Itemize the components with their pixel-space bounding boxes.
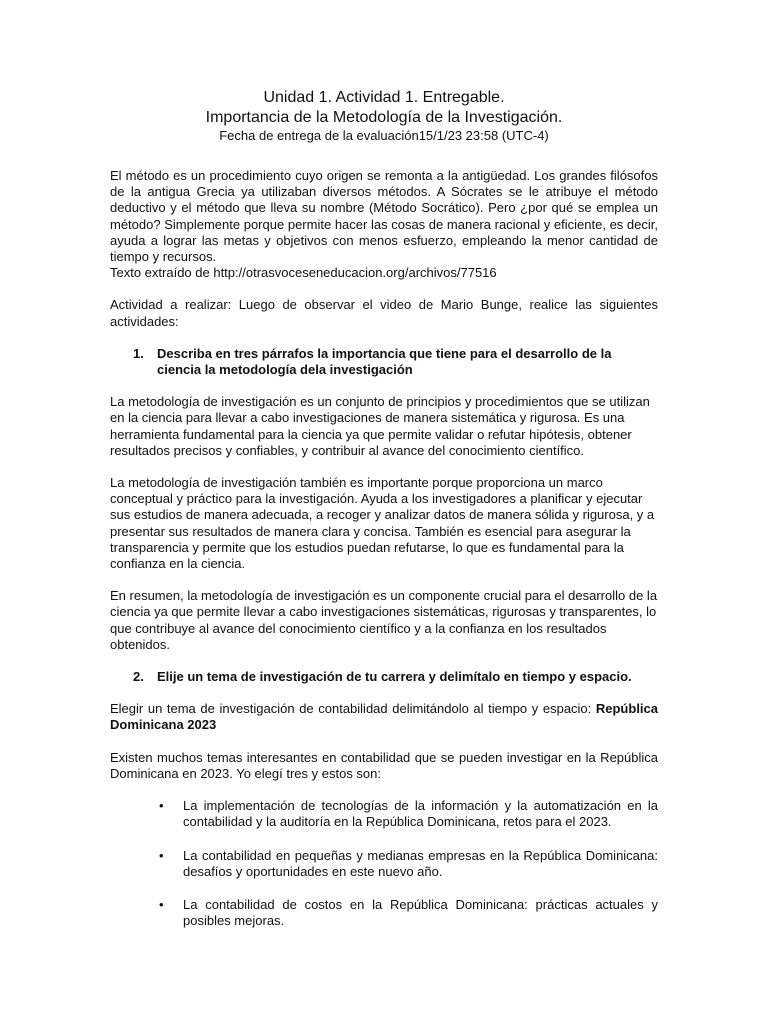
task-2-choice-place: República Dominicana 2023 xyxy=(110,701,658,733)
list-item xyxy=(110,848,658,880)
document-subtitle: Importancia de la Metodología de la Investigación. xyxy=(205,109,563,126)
task-2-number: 2. xyxy=(133,669,144,685)
task-1-list xyxy=(110,346,658,378)
task-2-heading-text: Elije un tema de investigación de tu carrera y delimítalo en tiempo y espacio. xyxy=(157,669,632,685)
topic-text: La contabilidad en pequeñas y medianas empresas en la República Dominicana: desafíos y oportunidades en este nuevo año. xyxy=(183,847,658,879)
topic-text: La implementación de tecnologías de la información y la automatización en la contabilidad y la auditoría en la República Dominicana, retos para el 2023. xyxy=(183,798,658,830)
task-2-intro: Existen muchos temas interesantes en contabilidad que se pueden investigar en la República Dominicana en 2023. Yo elegí tres y estos son: xyxy=(110,749,658,781)
bullet-icon: • xyxy=(159,896,164,912)
task-1-paragraph-1: La metodología de investigación es un conjunto de principios y procedimientos que se utilizan en la ciencia para llevar a cabo investigaciones de manera sistemática y rigurosa. Es una herramienta fundamental para la ciencia ya que permite validar o refutar hipótesis, obtener resultados precisos y confiables, y contribuir al avance del conocimiento científico. xyxy=(110,394,650,458)
source-reference: Texto extraído de http://otrasvoceseneducacion.org/archivos/77516 xyxy=(110,265,497,281)
task-1-heading xyxy=(110,346,658,378)
document-title: Unidad 1. Actividad 1. Entregable. xyxy=(263,89,505,106)
task-2-list xyxy=(110,669,658,685)
task-1-paragraph-3: En resumen, la metodología de investigación es un componente crucial para el desarrollo de la ciencia ya que permite llevar a cabo investigaciones sistemáticas, rigurosas y transparentes, lo que contribuye al avance del conocimiento científico y a la confianza en los resultados obtenidos. xyxy=(110,588,658,652)
topics-list xyxy=(110,798,658,929)
task-2-choice xyxy=(110,701,658,733)
intro-paragraph: El método es un procedimiento cuyo origen se remonta a la antigüedad. Los grandes filósofos de la antigua Grecia ya utilizaban diversos métodos. A Sócrates se le atribuye el método deductivo y el método que lleva su nombre (Método Socrático). Pero ¿por qué se emplea un método? Simplemente porque permite hacer las cosas de manera racional y eficiente, es decir, ayuda a lograr las metas y objetivos con menos esfuerzo, empleando la menor cantidad de tiempo y recursos. xyxy=(110,168,658,265)
activity-instruction: Actividad a realizar: Luego de observar el video de Mario Bunge, realice las siguientes actividades: xyxy=(110,297,658,329)
task-1-number: 1. xyxy=(133,345,144,361)
task-2-choice-text: Elegir un tema de investigación de contabilidad delimitándolo al tiempo y espacio: xyxy=(110,701,596,717)
task-2-heading xyxy=(110,669,658,685)
bullet-icon: • xyxy=(159,847,164,863)
task-1-paragraph-2: La metodología de investigación también es importante porque proporciona un marco conceptual y práctico para la investigación. Ayuda a los investigadores a planificar y ejecutar sus estudios de manera adecuada, a recoger y analizar datos de manera sólida y rigurosa, y a presentar sus resultados de manera clara y concisa. También es esencial para asegurar la transparencia y permite que los estudios puedan refutarse, lo que es fundamental para la confianza en la ciencia. xyxy=(110,475,655,572)
task-1-heading-text: Describa en tres párrafos la importancia que tiene para el desarrollo de la ciencia la metodología dela investigación xyxy=(157,345,612,378)
due-date: Fecha de entrega de la evaluación15/1/23 23:58 (UTC-4) xyxy=(219,128,549,143)
list-item xyxy=(110,897,658,929)
document-header xyxy=(110,88,658,144)
topic-text: La contabilidad de costos en la República Dominicana: prácticas actuales y posibles mejoras. xyxy=(183,896,658,929)
list-item xyxy=(110,798,658,830)
bullet-icon: • xyxy=(159,798,164,814)
